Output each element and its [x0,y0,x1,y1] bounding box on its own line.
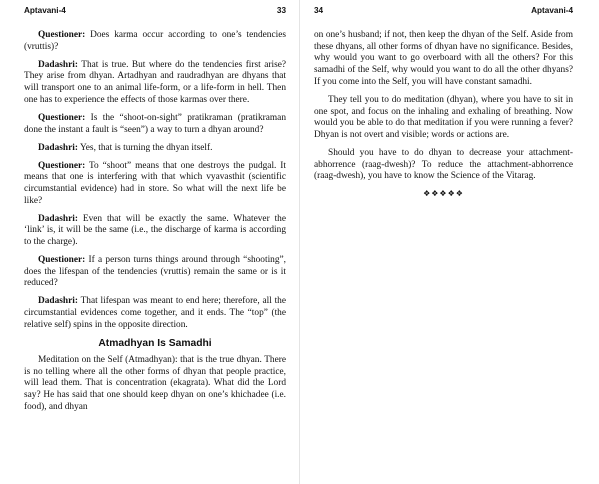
paragraph-text: That lifespan was meant to end here; therefore, all the circumstantial evidences come together, and it ends. The “top” (the relative self) spins in the opposite direction. [24,296,286,330]
left-page-number: 33 [276,6,286,15]
speaker-label: Questioner: [38,30,86,40]
speaker-label: Dadashri: [38,296,78,307]
right-page [300,0,599,484]
paragraph-text: To “shoot” means that one destroys the pudgal. It means that one is interfering with that which vyavasthit (scientific circumstantial evidence) had in store. So what will the next life be like? [24,160,286,206]
paragraph-text: Does karma occur according to one’s tendencies (vruttis)? [24,30,286,52]
left-paragraph-3 [24,113,286,136]
paragraph-text: That is true. But where do the tendencies first arise? They arise from dhyan. Artadhyan and raudradhyan are dhyans that will transport one to an animal life-form, or a life-form in hell. Then one has to experience the effects of those karmas over there. [24,59,286,105]
left-paragraph-6 [24,214,286,249]
right-paragraph-1: They tell you to do meditation (dhyan), where you have to sit in one spot, and focus on the inhaling and exhaling of breathing. Now would you be able to do that meditation if you were running a fever? Dhyan is not overt and visible; words or actions are. [314,94,573,140]
paragraph-text: Yes, that is turning the dhyan itself. [77,142,213,153]
ornament-divider: ❖❖❖❖❖ [423,189,464,199]
section-heading: Atmadhyan Is Samadhi [98,337,212,349]
left-paragraph-after-heading: Meditation on the Self (Atmadhyan): that is the true dhyan. There is no telling where all the other forms of dhyan that people practice, will lead them. That is concentration (ekagrata). What did the Lord say? He has said that one should keep dhyan on one’s khichadee (i.e. food), and dhyan [24,354,286,412]
right-paragraph-2: Should you have to do dhyan to decrease your attachment-abhorrence (raag-dwesh)? To reduce the attachment-abhorrence (raag-dwesh), you have to know the Science of the Vitarag. [314,147,573,182]
right-page-number: 34 [314,6,324,15]
speaker-label: Dadashri: [38,59,78,70]
right-paragraph-continuation: on one’s husband; if not, then keep the dhyan of the Self. Aside from these dhyans, all other forms of dhyan have no significance. Besides, why would you want to go overboard with all the others? For this samadhi of the Self, why would you want to do all the other dhyans? If you come into the Self, you will have constant samadhi. [314,30,573,87]
left-paragraph-7 [24,255,286,290]
paragraph-text: Is the “shoot-on-sight” pratikraman (pratikraman done the instant a fault is “seen”) a way to turn a dhyan around? [24,112,286,135]
left-paragraph-4 [24,143,286,155]
paragraph-text: Even that will be exactly the same. Whatever the ‘link’ is, it will be the same (i.e., the discharge of karma is according to the charge). [24,213,286,248]
paragraph-text: If a person turns things around through “shooting”, does the lifespan of the tendencies (vruttis) remain the same or is it reduced? [24,255,286,289]
left-paragraph-5 [24,161,286,208]
left-header-title: Aptavani-4 [24,6,66,15]
speaker-label: Questioner: [38,255,86,266]
right-header-title: Aptavani-4 [531,6,573,15]
right-page-header [314,6,573,20]
left-paragraph-1 [24,30,286,53]
left-paragraph-2 [24,60,286,107]
speaker-label: Questioner: [38,112,86,123]
speaker-label: Questioner: [38,160,86,171]
speaker-label: Dadashri: [38,213,78,224]
left-page-header [24,6,286,20]
left-paragraph-8 [24,296,286,331]
speaker-label: Dadashri: [38,142,78,153]
